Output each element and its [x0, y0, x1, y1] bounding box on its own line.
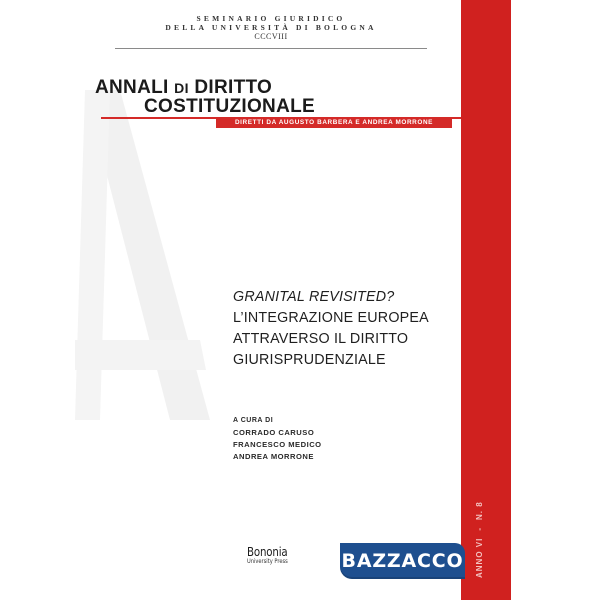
book-title-line-1: L’INTEGRAZIONE EUROPEA — [233, 310, 429, 326]
editors-block — [233, 415, 322, 463]
book-title-line-3: GIURISPRUDENZIALE — [233, 352, 386, 368]
series-number: CCCVIII — [254, 32, 288, 41]
issue-info — [474, 478, 486, 578]
directors-label: DIRETTI DA AUGUSTO BARBERA E ANDREA MORRONE — [216, 118, 452, 128]
issue-number: N. 8 — [475, 501, 484, 520]
series-title-line-2: COSTITUZIONALE — [144, 96, 315, 117]
book-subtitle: GRANITAL REVISITED? — [233, 289, 395, 305]
book-title — [233, 287, 473, 371]
publisher-subname: University Press — [247, 558, 288, 565]
seminar-line-1: SEMINARIO GIURIDICO — [196, 14, 346, 23]
seminar-header — [115, 14, 427, 41]
book-title-line-2: ATTRAVERSO IL DIRITTO — [233, 331, 409, 347]
editor-name: FRANCESCO MEDICO — [233, 440, 322, 449]
editor-name: ANDREA MORRONE — [233, 452, 314, 461]
top-divider — [115, 48, 427, 49]
editor-name: CORRADO CARUSO — [233, 428, 315, 437]
editors-label: A CURA DI — [233, 417, 274, 424]
seminar-line-2: DELLA UNIVERSITÀ DI BOLOGNA — [165, 23, 377, 32]
publisher-logo — [247, 545, 296, 566]
series-title-word-1: ANNALI — [95, 77, 169, 98]
series-title-word-3: DIRITTO — [194, 77, 273, 98]
series-title-line-1 — [95, 78, 272, 98]
issue-separator: - — [475, 526, 484, 531]
publisher-name: Bononia — [247, 544, 288, 559]
series-title-word-2: DI — [174, 80, 189, 96]
issue-year: ANNO VI — [475, 537, 484, 578]
bazzacco-badge: BAZZACCO — [340, 543, 465, 579]
